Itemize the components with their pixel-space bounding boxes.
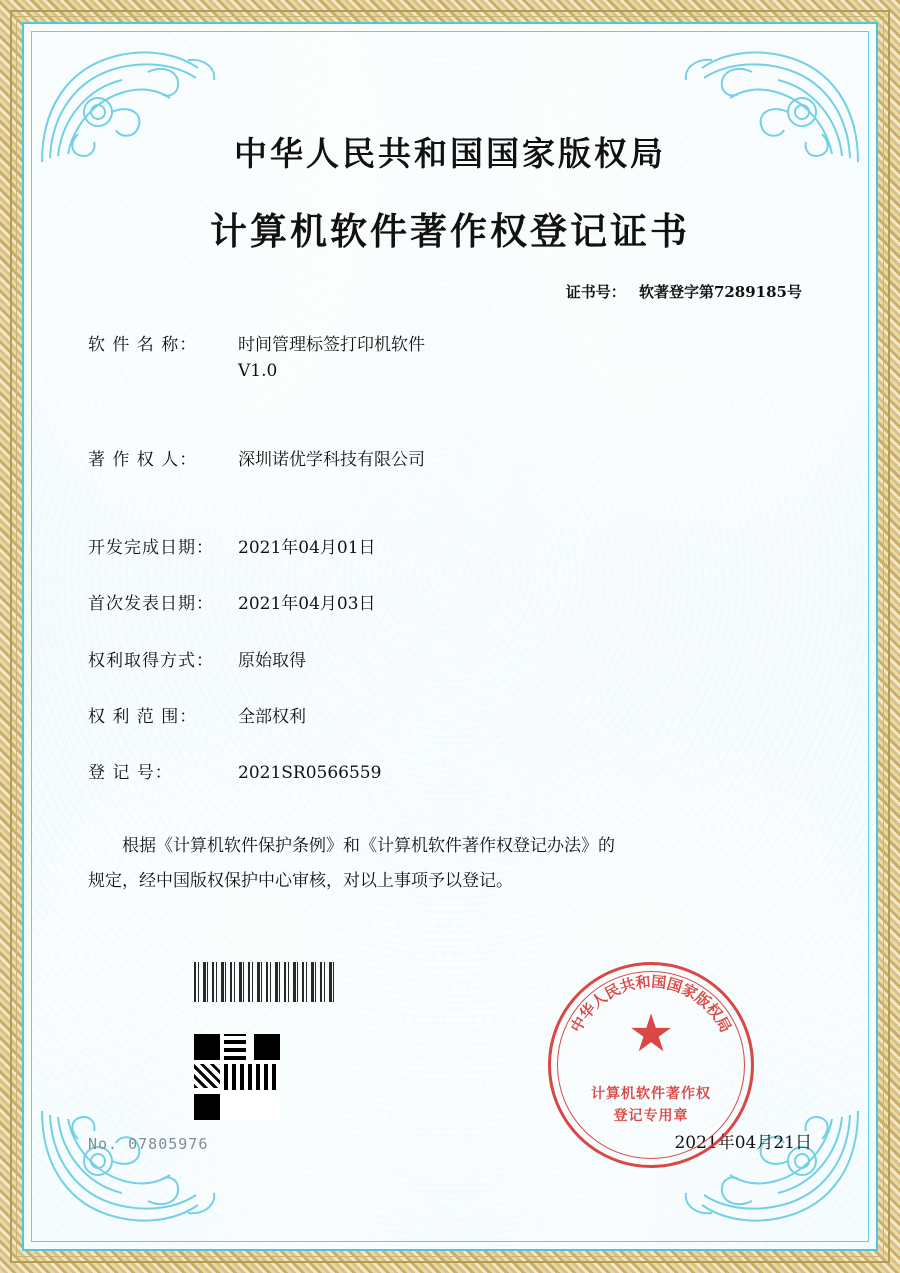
field-label: 开发完成日期： (88, 538, 214, 559)
document-title: 计算机软件著作权登记证书 (210, 209, 690, 253)
field-label: 首次发表日期： (88, 594, 214, 615)
field-development-date (88, 535, 812, 561)
issue-date: 2021年04月21日 (674, 1133, 812, 1153)
field-registration-number (88, 760, 812, 786)
certificate-number-value: 软著登字第7289185号 (638, 283, 802, 301)
field-value: 2021SR0566559 (238, 763, 382, 784)
field-value-line2: V1.0 (238, 361, 278, 382)
field-label: 登 记 号： (88, 763, 173, 784)
certificate-number-label: 证书号： (565, 283, 626, 301)
field-rights-scope (88, 704, 812, 730)
corner-flourish-bottom-left-icon (38, 1105, 228, 1235)
serial-number: No. 07805976 (88, 1135, 209, 1153)
field-value: 深圳诺优学科技有限公司 (238, 449, 425, 470)
statement-line-2: 规定，经中国版权保护中心审核，对以上事项予以登记。 (88, 871, 513, 892)
field-label: 软 件 名 称： (88, 335, 198, 355)
field-value: 2021年04月03日 (238, 594, 376, 615)
field-copyright-owner (88, 447, 812, 473)
certificate-number-row (88, 281, 812, 302)
seal-star-icon: ★ (627, 1006, 675, 1063)
field-value-line1: 时间管理标签打印机软件 (238, 335, 425, 355)
seal-arc-label: 中华人民共和国国家版权局 (567, 972, 735, 1036)
field-value: 原始取得 (238, 650, 306, 671)
seal-line-2: 登记专用章 (613, 1108, 689, 1124)
field-value: 全部权利 (238, 707, 306, 728)
field-label: 权 利 范 围： (88, 707, 198, 728)
field-value: 2021年04月01日 (238, 538, 376, 559)
field-value (238, 332, 425, 385)
field-first-publication-date (88, 591, 812, 617)
field-label: 著 作 权 人： (88, 449, 198, 470)
issuer-title: 中华人民共和国国家版权局 (234, 134, 666, 173)
certificate-panel (22, 22, 878, 1251)
seal-line-1: 计算机软件著作权 (591, 1086, 711, 1102)
field-software-name (88, 332, 812, 385)
certificate-content (24, 24, 876, 900)
field-acquisition-method (88, 648, 812, 674)
qr-code (194, 1034, 280, 1120)
seal-arc-text (551, 965, 751, 1165)
statement-line-1: 根据《计算机软件保护条例》和《计算机软件著作权登记办法》的 (122, 835, 615, 856)
statement-paragraph (88, 829, 812, 900)
field-label: 权利取得方式： (88, 650, 214, 671)
official-seal (548, 962, 754, 1168)
barcode (194, 962, 334, 1002)
